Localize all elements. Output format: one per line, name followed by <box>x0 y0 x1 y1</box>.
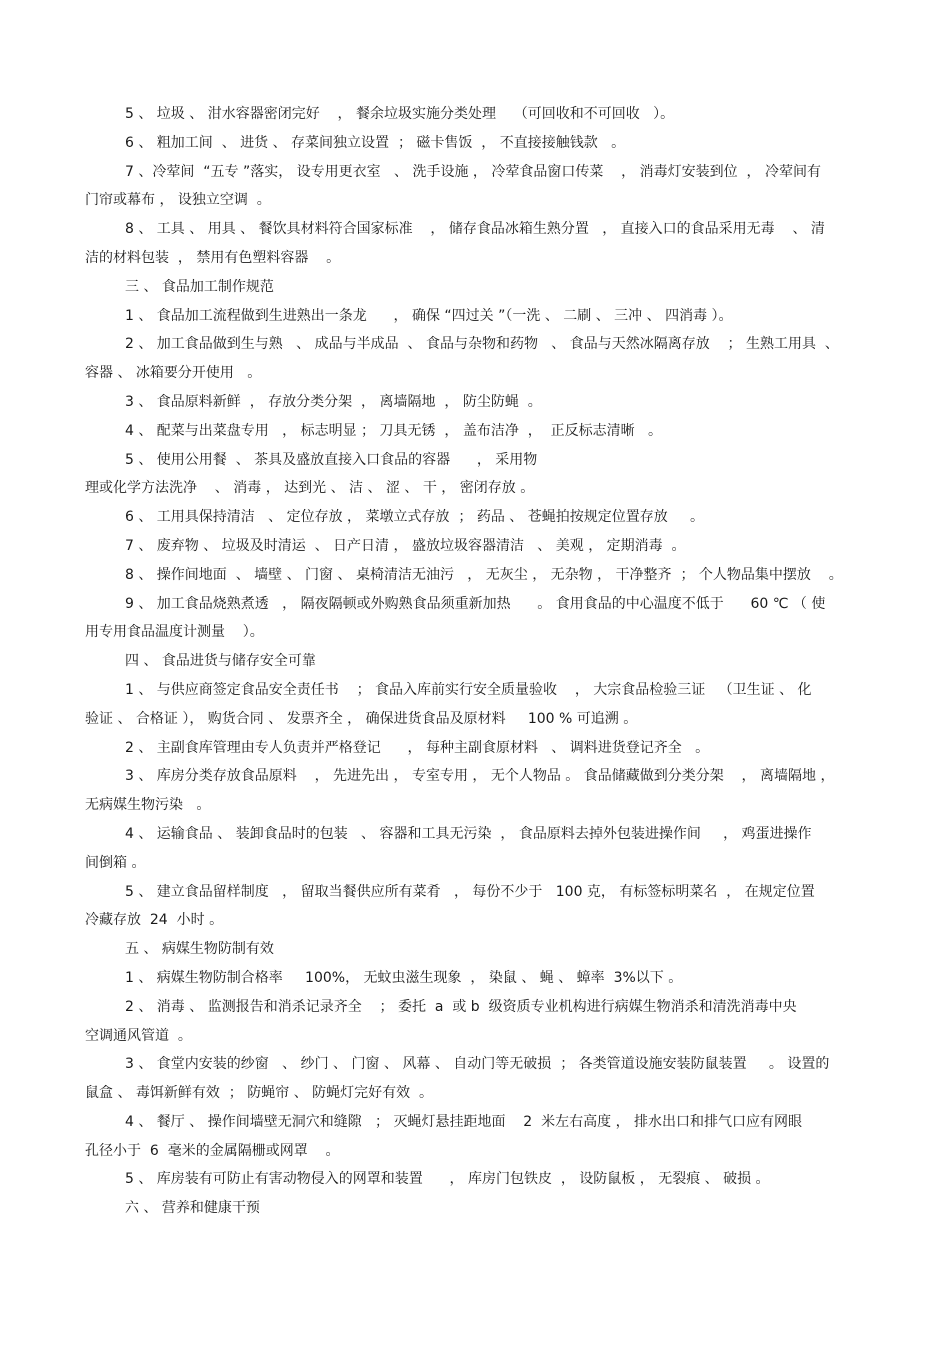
text-line: 2 、 加工食品做到生与熟 、 成品与半成品 、 食品与杂物和药物 、 食品与天然冰隔离存放 ； 生熟工用具 、 <box>125 336 839 353</box>
text-line: 容器 、 冰箱要分开使用 。 <box>85 365 262 382</box>
text-line: 间倒箱 。 <box>85 854 146 871</box>
text-line: 1 、 食品加工流程做到生进熟出一条龙 ， 确保 “四过关 ”（一洗 、 二刷 、 三冲 、 四消毒 ）。 <box>125 307 733 324</box>
text-line: 5 、 垃圾 、 泔水容器密闭完好 ， 餐余垃圾实施分类处理 （可回收和不可回收 ）。 <box>125 106 675 122</box>
text-line: 3 、 食堂内安装的纱窗 、 纱门 、 门窗 、 风幕 、 自动门等无破损 ； 各类管道设施安装防鼠装置 。 设置的 <box>125 1056 830 1073</box>
text-line: 1 、 病媒生物防制合格率 100%， 无蚊虫滋生现象 ， 染鼠 、 蝇 、 蟑率 3%以下 。 <box>125 969 683 986</box>
text-line: 4 、 运输食品 、 装卸食品时的包装 、 容器和工具无污染 ， 食品原料去掉外包装进操作间 ， 鸡蛋进操作 <box>125 825 812 842</box>
text-line: 9 、 加工食品烧熟煮透 ， 隔夜隔顿或外购熟食品须重新加热 。 食用食品的中心温度不低于 60 ℃ （ 使 <box>125 595 826 612</box>
text-line: 洁的材料包装 ， 禁用有色塑料容器 。 <box>85 249 341 266</box>
text-line: 空调通风管道 。 <box>85 1027 192 1044</box>
text-line: 6 、 粗加工间 、 进货 、 存菜间独立设置 ； 磁卡售饭 ， 不直接接触钱款 。 <box>125 134 626 151</box>
text-line: 六 、 营养和健康干预 <box>125 1200 260 1217</box>
text-line: 三 、 食品加工制作规范 <box>125 278 274 295</box>
text-line: 3 、 食品原料新鲜 ， 存放分类分架 ， 离墙隔地 ， 防尘防蝇 。 <box>125 393 542 410</box>
text-line: 4 、 配菜与出菜盘专用 ， 标志明显 ； 刀具无锈 ， 盖布洁净 ， 正反标志清晰 。 <box>125 422 663 439</box>
text-line: 5 、 建立食品留样制度 ， 留取当餐供应所有菜肴 ， 每份不少于 100 克， 有标签标明菜名 ， 在规定位置 <box>125 883 815 900</box>
text-line: 7 、冷荤间 “五专 ”落实， 设专用更衣室 、 洗手设施 ， 冷荤食品窗口传菜 ， 消毒灯安装到位 ， 冷荤间有 <box>125 163 821 180</box>
text-line: 理或化学方法洗净 、 消毒 ， 达到光 、 洁 、 涩 、 干 ， 密闭存放 。 <box>85 480 535 497</box>
text-line: 6 、 工用具保持清洁 、 定位存放 ， 菜墩立式存放 ； 药品 、 苍蝇拍按规定位置存放 。 <box>125 509 705 526</box>
text-line: 3 、 库房分类存放食品原料 ， 先进先出 ， 专室专用 ， 无个人物品 。 食品储藏做到分类分架 ， 离墙隔地 ， <box>125 768 835 785</box>
text-line: 2 、 主副食库管理由专人负责并严格登记 ， 每种主副食原材料 、 调料进货登记齐全 。 <box>125 739 710 756</box>
document-body <box>85 100 860 1223</box>
text-line: 5 、 库房装有可防止有害动物侵入的网罩和装置 ， 库房门包铁皮 ， 设防鼠板 ， 无裂痕 、 破损 。 <box>125 1171 770 1188</box>
text-line: 无病媒生物污染 。 <box>85 797 211 814</box>
text-line: 8 、 操作间地面 、 墙壁 、 门窗 、 桌椅清洁无油污 ， 无灰尘 ， 无杂物 ， 干净整齐 ； 个人物品集中摆放 。 <box>125 566 843 583</box>
text-line: 五 、 病媒生物防制有效 <box>125 941 274 958</box>
text-line: 鼠盒 、 毒饵新鲜有效 ； 防蝇帘 、 防蝇灯完好有效 。 <box>85 1085 434 1102</box>
text-line: 用专用食品温度计测量 ）。 <box>85 624 264 641</box>
text-line: 2 、 消毒 、 监测报告和消杀记录齐全 ； 委托 a 或 b 级资质专业机构进行病媒生物消杀和清洗消毒中央 <box>125 998 797 1015</box>
text-line: 4 、 餐厅 、 操作间墙壁无洞穴和缝隙 ； 灭蝇灯悬挂距地面 2 米左右高度 ， 排水出口和排气口应有网眼 <box>125 1113 803 1130</box>
text-line: 验证 、 合格证 ）， 购货合同 、 发票齐全 ， 确保进货食品及原材料 100 % 可追溯 。 <box>85 710 638 727</box>
text-line: 孔径小于 6 毫米的金属隔栅或网罩 。 <box>85 1142 340 1159</box>
text-line: 5 、 使用公用餐 、 茶具及盛放直接入口食品的容器 ， 采用物 <box>125 451 538 468</box>
text-line: 四 、 食品进货与储存安全可靠 <box>125 653 316 670</box>
text-line: 门帘或幕布 ， 设独立空调 。 <box>85 192 271 209</box>
text-line: 7 、 废弃物 、 垃圾及时清运 、 日产日清 ， 盛放垃圾容器清洁 、 美观 ， 定期消毒 。 <box>125 537 686 554</box>
text-line: 8 、 工具 、 用具 、 餐饮具材料符合国家标准 ， 储存食品冰箱生熟分置 ， 直接入口的食品采用无毒 、 清 <box>125 221 825 238</box>
text-line: 冷藏存放 24 小时 。 <box>85 912 224 929</box>
text-line: 1 、 与供应商签定食品安全责任书 ； 食品入库前实行安全质量验收 ， 大宗食品检验三证 （卫生证 、 化 <box>125 681 812 698</box>
